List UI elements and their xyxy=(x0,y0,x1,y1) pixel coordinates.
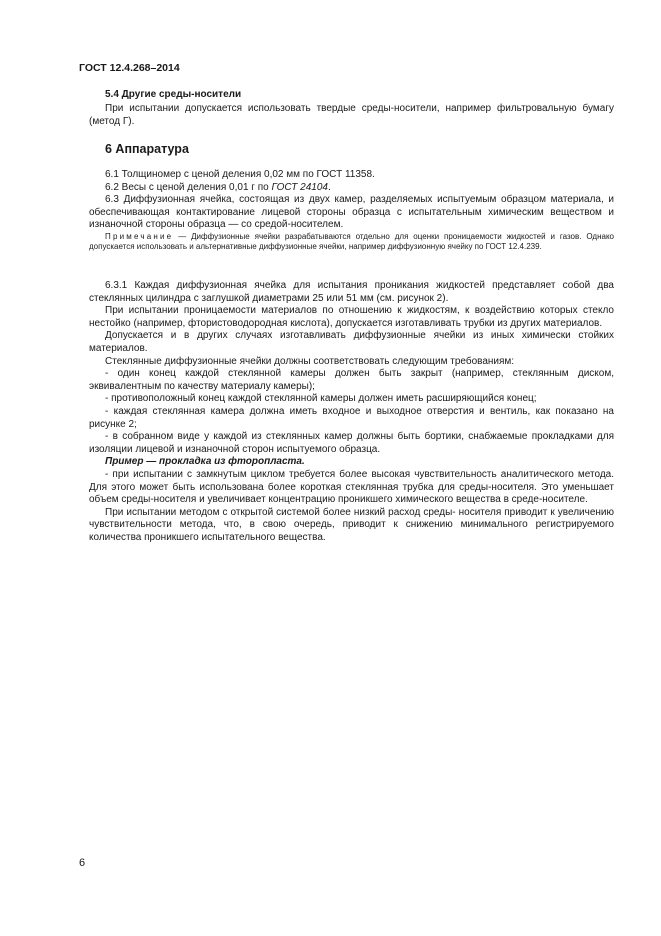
closed-cycle-paragraph: - при испытании с замкнутым циклом требуется более высокая чувствительность аналитического метода. Для этого может быть использована более короткая стеклянная трубка для среды-носителя. Это уменьшает объем среды-носителя и увеличивает концентрацию проникшего химического вещества в среде-носителе. xyxy=(89,468,614,506)
section-5-4-body xyxy=(89,103,614,128)
note-text: — Диффузионные ячейки разрабатываются отдельно для оценки проницаемости жидкостей и газов. Однако допускается использовать и альтернативные диффузионные ячейки, например диффузионную ячейку по ГОСТ 12.4.239. xyxy=(89,231,614,252)
gost-24104-reference: ГОСТ 24104 xyxy=(271,181,328,193)
requirement-2: - противоположный конец каждой стеклянной камеры должен иметь расширяющийся конец; xyxy=(105,393,537,405)
paragraph-requirements: Стеклянные диффузионные ячейки должны соответствовать следующим требованиям: xyxy=(105,355,515,367)
paragraph-6-2 xyxy=(89,182,614,195)
section-6-body-1 xyxy=(89,169,614,252)
page-number: 6 xyxy=(79,857,86,869)
document-id: ГОСТ 12.4.268–2014 xyxy=(79,62,180,74)
paragraph-6-2-text: 6.2 Весы с ценой деления 0,01 г по xyxy=(105,181,272,193)
note-label: Примечание xyxy=(105,231,174,241)
section-5-4-heading: 5.4 Другие среды-носители xyxy=(105,89,242,100)
open-system-paragraph: При испытании методом с открытой системой более низкий расход среды- носителя приводит к увеличению чувствительности метода, что, в свою очередь, приводит к снижению минимального регистрируемого количества проникшего испытательного вещества. xyxy=(89,506,614,543)
requirement-4: - в собранном виде у каждой из стеклянных камер должны быть бортики, снабжаемые прокладками для изоляции лицевой и изнаночной сторон испытуемого образца. xyxy=(89,431,614,455)
section-6-heading: 6 Аппаратура xyxy=(105,142,189,156)
paragraph-6-3-1: 6.3.1 Каждая диффузионная ячейка для испытания проникания жидкостей представляет собой два стеклянных цилиндра с заглушкой диаметрами 25 или 51 мм (см. рисунок 2). xyxy=(89,280,614,304)
section-6-body-2 xyxy=(89,280,614,544)
example: Пример — прокладка из фторопласта. xyxy=(105,456,305,468)
requirement-3: - каждая стеклянная камера должна иметь входное и выходное отверстия и вентиль, как показано на рисунке 2; xyxy=(89,405,614,430)
section-5-4-text: При испытании допускается использовать твердые среды-носители, например фильтровальную бумагу (метод Г). xyxy=(89,103,614,127)
paragraph-hf-materials: При испытании проницаемости материалов по отношению к жидкостям, к воздействию которых стекло нестойко (например, фтористоводородная кислота), допускается изготавливать трубки из других материалов. xyxy=(89,305,614,329)
paragraph-other-materials: Допускается и в других случаях изготавливать диффузионные ячейки из иных химически стойких материалов. xyxy=(89,330,614,354)
paragraph-6-1: 6.1 Толщиномер с ценой деления 0,02 мм по ГОСТ 11358. xyxy=(105,169,375,180)
paragraph-6-2-end: . xyxy=(327,181,331,193)
paragraph-6-3: 6.3 Диффузионная ячейка, состоящая из двух камер, разделяемых испытуемым образцом материала, и обеспечивающая контактирование лицевой стороны образца с испытательным химическим веществом и изнаночной стороны образца — со средой-носителем. xyxy=(89,194,614,231)
requirement-1: - один конец каждой стеклянной камеры должен быть закрыт (например, стеклянным диском, эквивалентным по качеству материалу камеры); xyxy=(89,368,614,392)
note xyxy=(89,232,614,252)
